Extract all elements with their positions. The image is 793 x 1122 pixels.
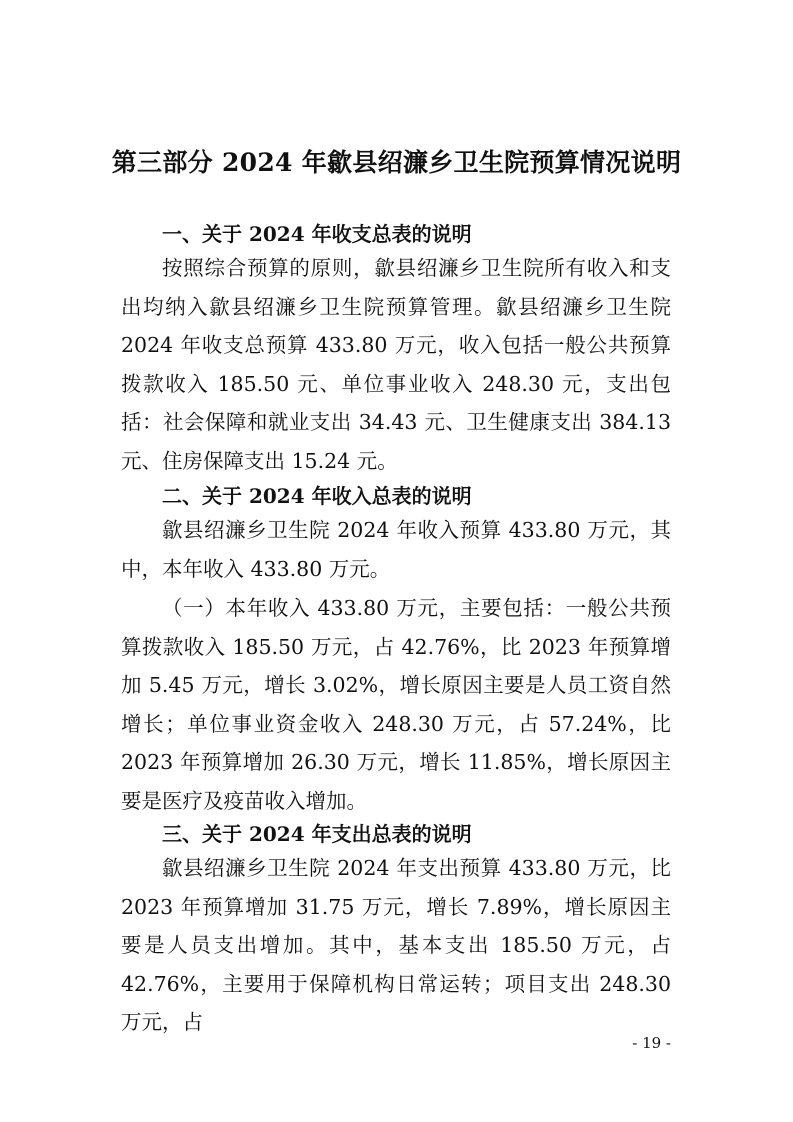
section-2-paragraph-2: （一）本年收入 433.80 万元，主要包括：一般公共预算拨款收入 185.50 万元，占 42.76%，比 2023 年预算增加 5.45 万元，增长 3.02%，增长原因主要是人员工资自然增长；单位事业资金收入 248.30 万元，占 57.24%，比 2023 年预算增加 26.30 万元，增长 11.85%，增长原因主要是医疗及疫苗收入增加。 [121,596,671,813]
page-title: 第三部分 2024 年歙县绍濂乡卫生院预算情况说明 [111,148,682,177]
section-heading-2: 二、关于 2024 年收入总表的说明 [162,484,472,508]
section-heading-3: 三、关于 2024 年支出总表的说明 [162,822,472,846]
section-heading-1: 一、关于 2024 年收支总表的说明 [162,222,472,246]
section-2-paragraph-1: 歙县绍濂乡卫生院 2024 年收入预算 433.80 万元，其中，本年收入 433.80 万元。 [121,518,671,581]
page-number: - 19 - [632,1034,671,1052]
section-1-paragraph-1: 按照综合预算的原则，歙县绍濂乡卫生院所有收入和支出均纳入歙县绍濂乡卫生院预算管理。歙县绍濂乡卫生院 2024 年收支总预算 433.80 万元，收入包括一般公共预算拨款收入 185.50 元、单位事业收入 248.30 元，支出包括：社会保障和就业支出 34.43 元、卫生健康支出 384.13 元、住房保障支出 15.24 元。 [121,256,671,473]
section-3-paragraph-1: 歙县绍濂乡卫生院 2024 年支出预算 433.80 万元，比 2023 年预算增加 31.75 万元，增长 7.89%，增长原因主要是人员支出增加。其中，基本支出 185.50 万元，占 42.76%，主要用于保障机构日常运转；项目支出 248.30 万元，占 [121,856,671,1035]
